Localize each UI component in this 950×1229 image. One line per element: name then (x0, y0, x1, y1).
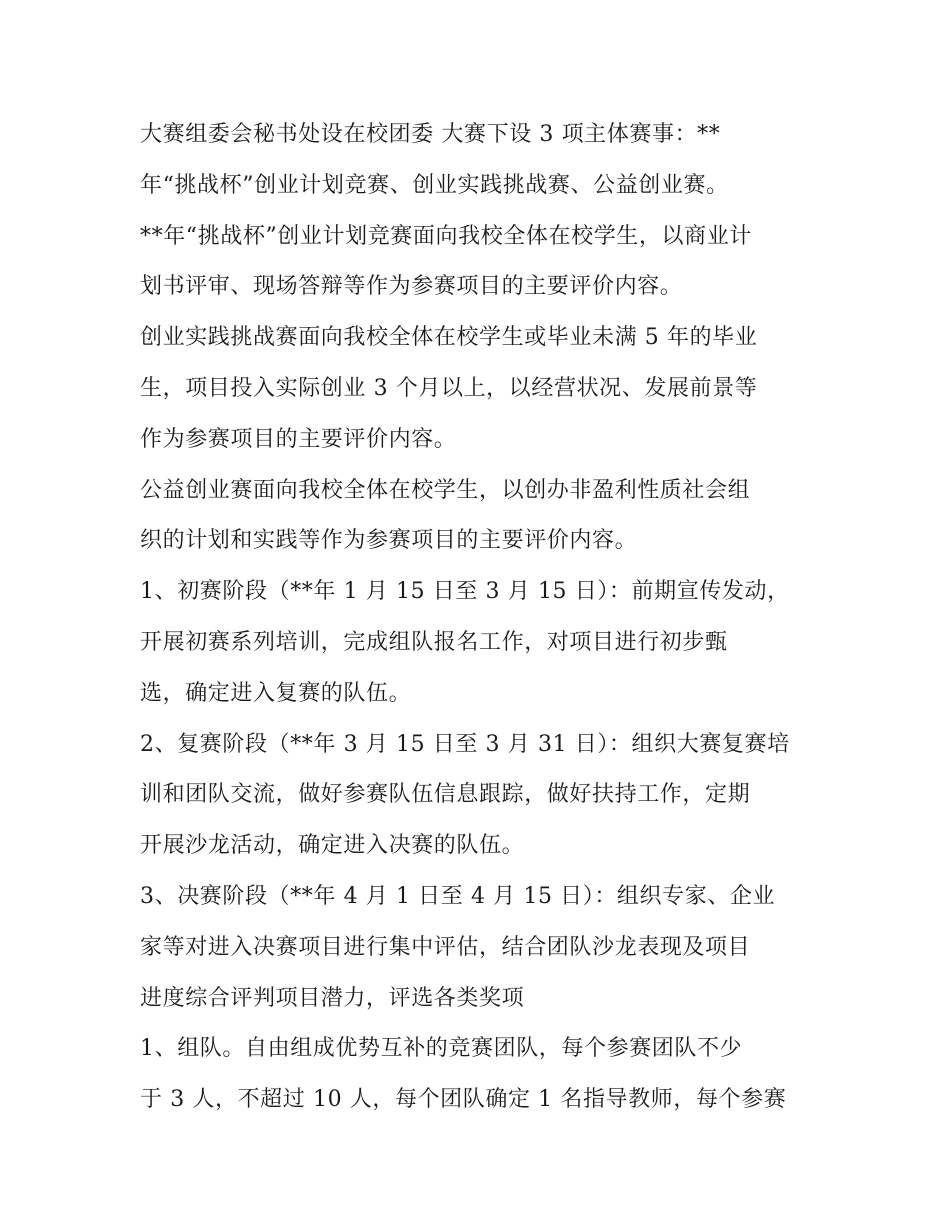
text-line: 进度综合评判项目潜力，评选各类奖项 (140, 985, 525, 1011)
text-line: 年“挑战杯”创业计划竞赛、创业实践挑战赛、公益创业赛。 (140, 172, 729, 198)
text-line: 家等对进入决赛项目进行集中评估，结合团队沙龙表现及项目 (140, 934, 751, 960)
text-line: 训和团队交流，做好参赛队伍信息跟踪，做好扶持工作，定期 (140, 782, 751, 808)
text-line: 生，项目投入实际创业 3 个月以上，以经营状况、发展前景等 (140, 375, 758, 401)
text-line: 大赛组委会秘书处设在校团委 大赛下设 3 项主体赛事：** (140, 122, 721, 147)
text-line: 于 3 人，不超过 10 人，每个团队确定 1 名指导教师，每个参赛 (140, 1087, 787, 1113)
text-line: 3、决赛阶段（**年 4 月 1 日至 4 月 15 日）：组织专家、企业 (140, 883, 776, 909)
text-line: 创业实践挑战赛面向我校全体在校学生或毕业未满 5 年的毕业 (140, 325, 758, 351)
text-line: 1、初赛阶段（**年 1 月 15 日至 3 月 15 日）：前期宣传发动， (140, 579, 790, 605)
text-line: 公益创业赛面向我校全体在校学生，以创办非盈利性质社会组 (140, 477, 751, 503)
text-line: 2、复赛阶段（**年 3 月 15 日至 3 月 31 日）：组织大赛复赛培 (140, 731, 790, 757)
text-line: 作为参赛项目的主要评价内容。 (140, 426, 457, 452)
text-line: 划书评审、现场答辩等作为参赛项目的主要评价内容。 (140, 274, 683, 300)
text-line: 开展沙龙活动，确定进入决赛的队伍。 (140, 833, 525, 859)
text-line: 1、组队。自由组成优势互补的竞赛团队，每个参赛团队不少 (140, 1036, 743, 1062)
text-line: 选，确定进入复赛的队伍。 (140, 680, 412, 706)
text-line: 织的计划和实践等作为参赛项目的主要评价内容。 (140, 528, 638, 554)
text-line: **年“挑战杯”创业计划竞赛面向我校全体在校学生，以商业计 (140, 223, 752, 249)
text-line: 开展初赛系列培训，完成组队报名工作，对项目进行初步甄 (140, 629, 728, 655)
document-page (140, 110, 820, 1126)
